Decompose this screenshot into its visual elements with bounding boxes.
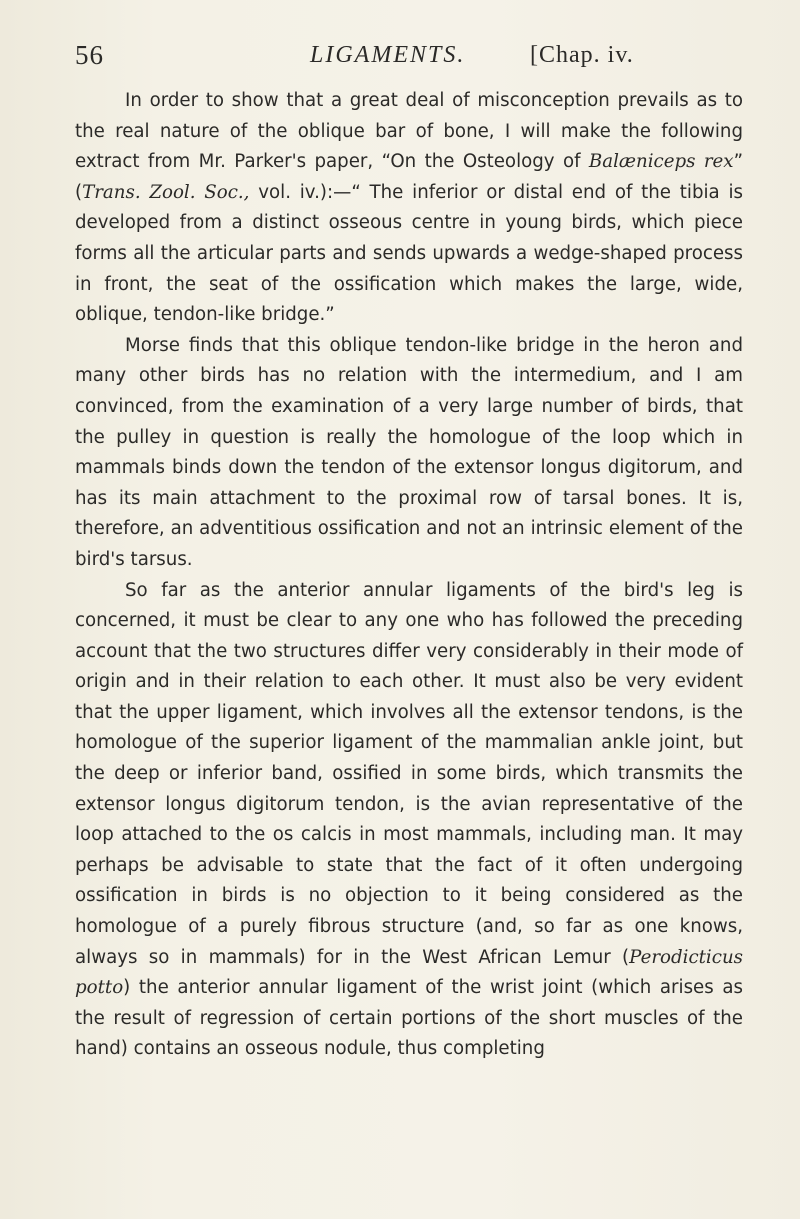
italic-species-name: Perodicticus potto xyxy=(75,946,743,999)
paragraph xyxy=(75,331,743,576)
body-text xyxy=(75,86,743,1065)
paragraph xyxy=(75,576,743,1066)
italic-citation: Trans. Zool. Soc., xyxy=(82,181,250,203)
text-run: So far as the anterior annular ligaments of the bird's leg is concerned, it must be clear to any one who has followed the preceding account that the two structures differ very considerably in their mode of origin and in their relation to each other. It must also be very evident that the upper ligament, which involves all the extensor tendons, is the homologue of the superior ligament of the mammalian ankle joint, but the deep or inferior band, ossified in some birds, which transmits the extensor longus digitorum tendon, is the avian representative of the loop attached to the os calcis in most mammals, including man. It may perhaps be advisable to state that the fact of it often undergoing ossification in birds is no objection to it being considered as the homologue of a purely fibrous structure (and, so far as one knows, always so in mammals) for in the West African Lemur ( xyxy=(75,579,743,968)
text-run: In order to show that a great deal of misconception prevails as to the real nature of the oblique bar of bone, I will make the following extract from Mr. Parker's paper, “On the Osteology of xyxy=(75,90,743,173)
page-header xyxy=(0,40,800,80)
page-number: 56 xyxy=(75,40,104,70)
running-title: LIGAMENTS. xyxy=(310,42,466,68)
text-run: ) the anterior annular ligament of the wrist joint (which arises as the result of regression of certain portions of the short muscles of the hand) contains an osseous nodule, thus completing xyxy=(75,977,743,1060)
italic-species-name: Balæniceps rex xyxy=(588,151,734,173)
text-run: vol. iv.):—“ The inferior or distal end of the tibia is developed from a distinct osseous centre in young birds, which piece forms all the articular parts and sends upwards a wedge-shaped process in front, the seat of the ossification which makes the large, wide, oblique, tendon-like bridge.” xyxy=(75,181,744,326)
text-run: ” ( xyxy=(75,151,743,203)
paragraph xyxy=(75,86,743,331)
text-run: Morse finds that this oblique tendon-like bridge in the heron and many other birds has no relation with the intermedium, and I am convinced, from the examination of a very large number of birds, that the pulley in question is really the homologue of the loop which in mammals binds down the tendon of the extensor longus digitorum, and has its main attachment to the proximal row of tarsal bones. It is, therefore, an adventitious ossification and not an intrinsic element of the bird's tarsus. xyxy=(75,334,743,570)
chapter-reference: [Chap. iv. xyxy=(530,42,634,68)
